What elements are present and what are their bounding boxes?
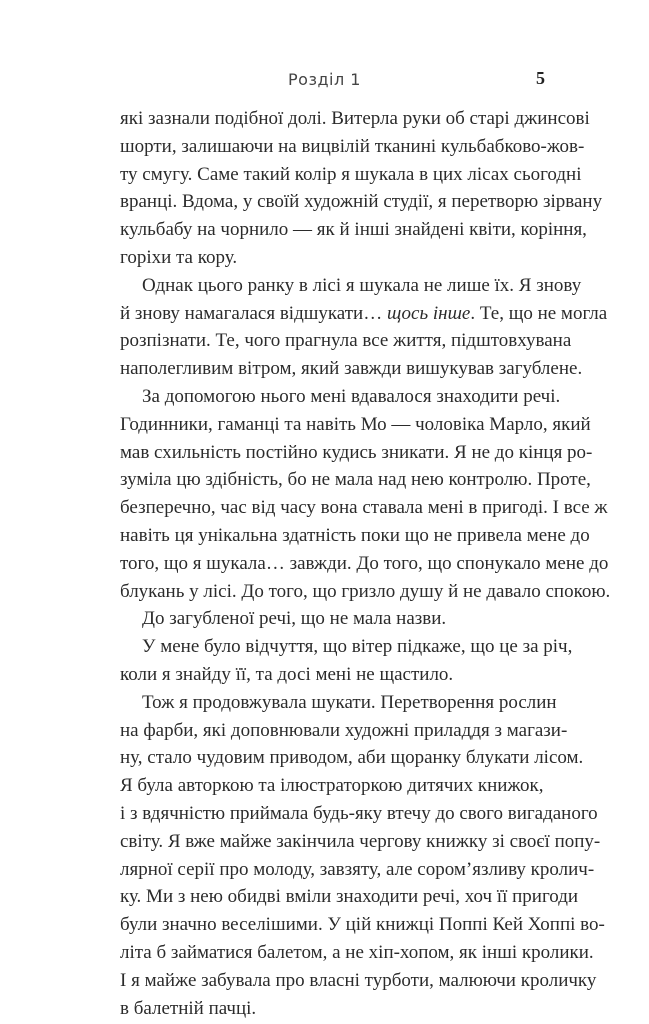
text-line: У мене було відчуття, що вітер підкаже, що це за річ, xyxy=(142,636,573,658)
text-segment: й знову намагалася відшукати… xyxy=(120,302,387,324)
text-line: Однак цього ранку в лісі я шукала не лише їх. Я знову xyxy=(142,274,582,296)
text-line: ку. Ми з нею обидві вміли знаходити речі, хоч її пригоди xyxy=(120,886,579,908)
text-line: літа б займатися балетом, а не хіп-хопом, як інші кролики. xyxy=(120,941,594,963)
text-line: горіхи та кору. xyxy=(120,246,238,268)
page-number: 5 xyxy=(536,68,545,88)
text-line: вранці. Вдома, у своїй художній студії, я перетворю зірвану xyxy=(120,191,603,213)
text-line: наполегливим вітром, який завжди вишукував загублене. xyxy=(120,358,583,380)
text-line: лярної серії про молоду, завзяту, але сором’язливу кролич- xyxy=(120,858,595,880)
text-line: розпізнати. Те, чого прагнула все життя, підштовхувана xyxy=(120,330,572,352)
text-line: І я майже забувала про власні турботи, малюючи кроличку xyxy=(120,969,597,991)
text-line: ту смугу. Саме такий колір я шукала в цих лісах сьогодні xyxy=(120,163,582,185)
text-line: ну, стало чудовим приводом, аби щоранку блукати лісом. xyxy=(120,747,584,769)
text-line: шорти, залишаючи на вицвілій тканині кульбабково-жов- xyxy=(120,135,585,157)
text-line: були значно веселішими. У цій книжці Поппі Кей Хоппі во- xyxy=(120,914,605,936)
text-line: безперечно, час від часу вона ставала мені в пригоді. І все ж xyxy=(120,497,608,519)
italic-phrase: щось інше xyxy=(386,302,471,324)
text-line: і з вдячністю приймала будь-яку втечу до свого вигаданого xyxy=(120,802,598,824)
text-line: кульбабу на чорнило — як й інші знайдені квіти, коріння, xyxy=(120,219,587,241)
text-line: в балетній пачці. xyxy=(120,997,257,1019)
text-line: того, що я шукала… завжди. До того, що спонукало мене до xyxy=(120,552,609,574)
text-line: світу. Я вже майже закінчила чергову книжку зі своєї попу- xyxy=(120,830,601,852)
text-line: на фарби, які доповнювали художні приладдя з магази- xyxy=(120,719,568,741)
text-line-with-italic xyxy=(120,300,608,328)
text-segment: . Те, що не могла xyxy=(470,302,608,324)
text-line: Тож я продовжувала шукати. Перетворення рослин xyxy=(142,691,557,713)
text-line: які зазнали подібної долі. Витерла руки об старі джинсові xyxy=(120,108,590,129)
text-line: До загубленої речі, що не мала назви. xyxy=(142,608,447,630)
text-line: Годинники, гаманці та навіть Мо — чоловіка Марло, який xyxy=(120,413,591,435)
text-line: навіть ця унікальна здатність поки що не привела мене до xyxy=(120,524,590,546)
text-line: зуміла цю здібність, бо не мала над нею контролю. Проте, xyxy=(120,469,591,491)
body-text xyxy=(120,105,611,1022)
text-line: блукань у лісі. До того, що гризло душу й не давало спокою. xyxy=(120,580,611,602)
running-header-chapter: Розділ 1 xyxy=(288,70,361,89)
text-line: Я була авторкою та ілюстраторкою дитячих книжок, xyxy=(120,775,544,797)
text-line: мав схильність постійно кудись зникати. Я не до кінця ро- xyxy=(120,441,593,463)
text-line: За допомогою нього мені вдавалося знаходити речі. xyxy=(142,385,561,407)
text-line: коли я знайду її, та досі мені не щастило. xyxy=(120,663,454,685)
